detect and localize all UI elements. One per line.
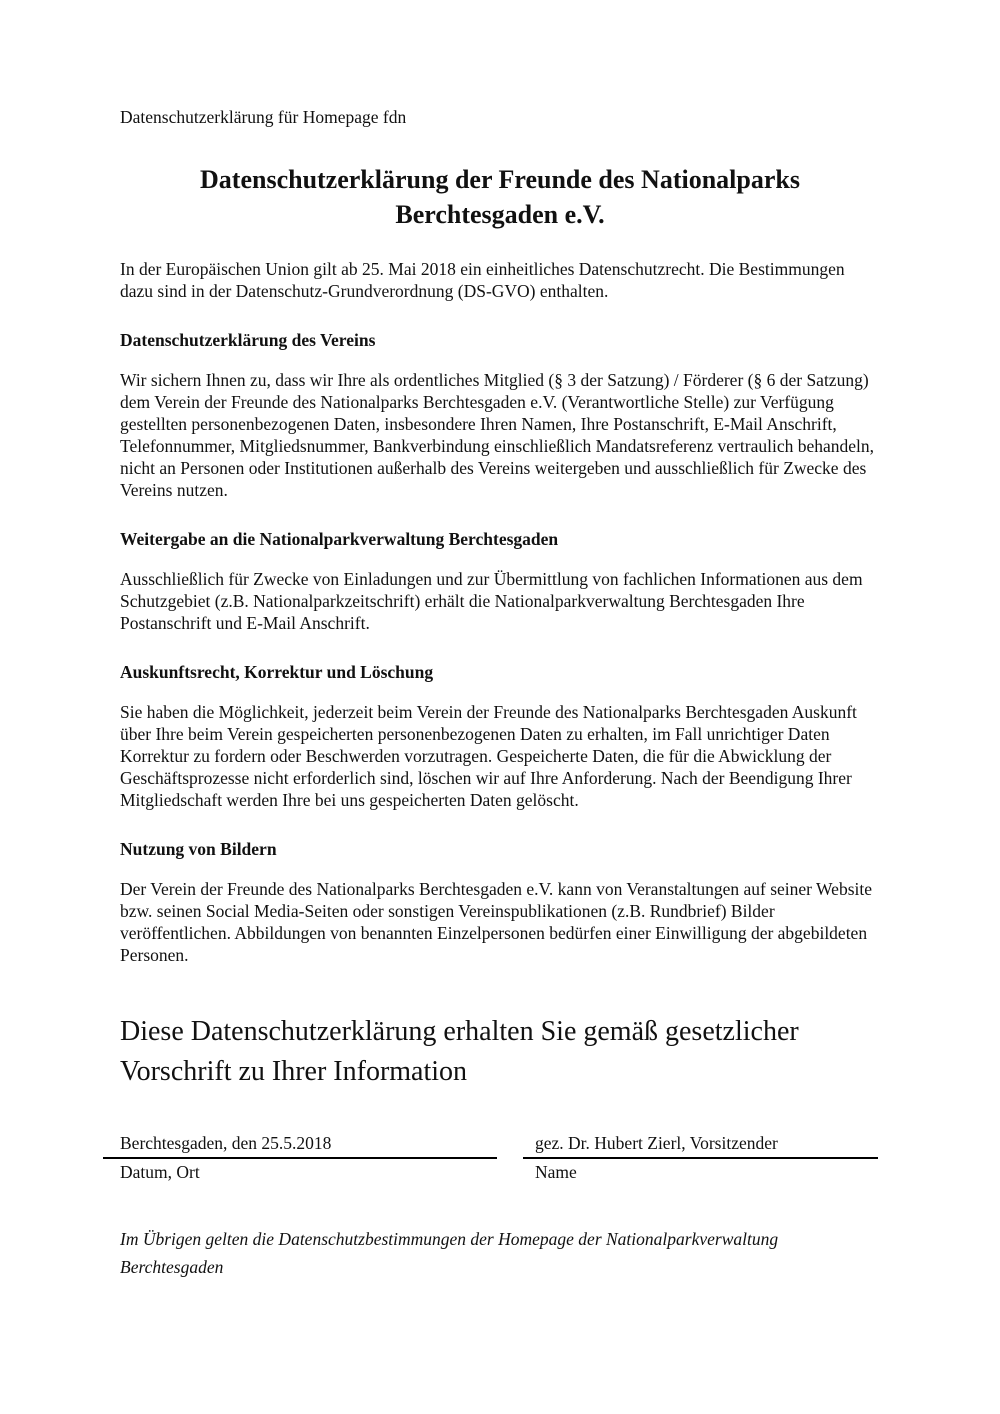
doc-note: Datenschutzerklärung für Homepage fdn — [120, 107, 407, 127]
section-paragraph: Der Verein der Freunde des Nationalparks Berchtesgaden e.V. kann von Veranstaltungen auf seiner Website bzw. seinen Social Media-Seiten oder sonstigen Vereinspublikationen (z.B. Rundbrief) Bilder veröffentlichen. Abbildungen von benannten Einzelpersonen bedürfen einer Einwilligung der abgebildeten Personen. — [120, 879, 872, 965]
signature-name-value: gez. Dr. Hubert Zierl, Vorsitzender — [535, 1133, 778, 1153]
doc-title-line1: Datenschutzerklärung der Freunde des Nationalparks — [200, 165, 800, 194]
intro-paragraph: In der Europäischen Union gilt ab 25. Mai 2018 ein einheitliches Datenschutzrecht. Die Bestimmungen dazu sind in der Datenschutz-Grundverordnung (DS-GVO) enthalten. — [120, 259, 845, 301]
section-auskunftsrecht — [120, 661, 880, 811]
section-paragraph: Wir sichern Ihnen zu, dass wir Ihre als ordentliches Mitglied (§ 3 der Satzung) / Förderer (§ 6 der Satzung) dem Verein der Freunde des Nationalparks Berchtesgaden e.V. (Verantwortliche Stelle) zur Verfügung gestellten personenbezogenen Daten, insbesondere Ihren Namen, Ihre Postanschrift, E-Mail Anschrift, Telefonnummer, Mitgliedsnummer, Bankverbindung einschließlich Mandatsreferenz vertraulich behandeln, nicht an Personen oder Institutionen außerhalb des Vereins weitergeben und ausschließlich für Zwecke des Vereins nutzen. — [120, 370, 875, 500]
footer-note: Im Übrigen gelten die Datenschutzbestimmungen der Homepage der Nationalparkverwaltung Berchtesgaden — [120, 1229, 779, 1277]
section-paragraph: Sie haben die Möglichkeit, jederzeit beim Verein der Freunde des Nationalparks Berchtesgaden Auskunft über Ihre beim Verein gespeicherten personenbezogenen Daten zu erhalten, im Fall unrichtiger Daten Korrektur zu fordern oder Beschwerden vorzutragen. Gespeicherte Daten, die für die Abwicklung der Geschäftsprozesse nicht erforderlich sind, löschen wir auf Ihre Anforderung. Nach der Beendigung Ihrer Mitgliedschaft werden Ihre bei uns gespeicherten Daten gelöscht. — [120, 702, 857, 810]
doc-title-line2: Berchtesgaden e.V. — [395, 200, 605, 229]
signature-name-label: Name — [535, 1162, 577, 1182]
section-paragraph: Ausschließlich für Zwecke von Einladungen und zur Übermittlung von fachlichen Informationen aus dem Schutzgebiet (z.B. Nationalparkzeitschrift) erhält die Nationalparkverwaltung Berchtesgaden Ihre Postanschrift und E-Mail Anschrift. — [120, 569, 863, 633]
doc-title — [120, 162, 880, 232]
section-heading: Nutzung von Bildern — [120, 839, 277, 859]
section-verein — [120, 329, 880, 501]
closing-statement: Diese Datenschutzerklärung erhalten Sie gemäß gesetzlicher Vorschrift zu Ihrer Information — [120, 1016, 799, 1087]
signature-block — [120, 1132, 880, 1183]
signature-name-line — [523, 1132, 878, 1183]
section-heading: Weitergabe an die Nationalparkverwaltung Berchtesgaden — [120, 529, 559, 549]
signature-date-line — [103, 1132, 497, 1183]
section-bilder — [120, 838, 880, 966]
section-heading: Datenschutzerklärung des Vereins — [120, 330, 376, 350]
section-heading: Auskunftsrecht, Korrektur und Löschung — [120, 662, 434, 682]
signature-date-value: Berchtesgaden, den 25.5.2018 — [120, 1133, 332, 1153]
signature-date-label: Datum, Ort — [120, 1162, 200, 1182]
section-weitergabe — [120, 528, 880, 634]
